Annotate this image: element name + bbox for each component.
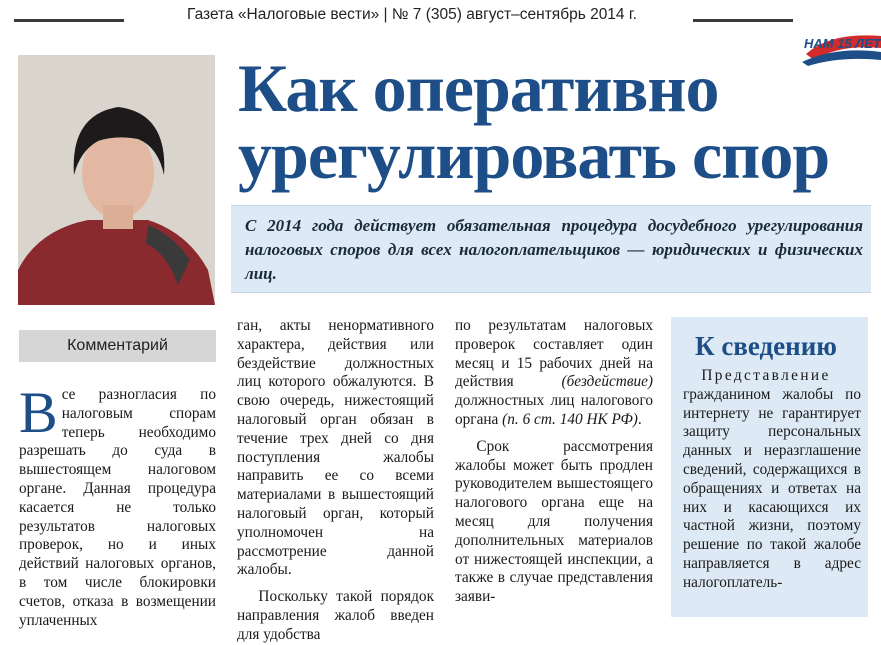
column-1-text: се разногласия по налоговым спорам теперь необходимо разрешать до суда в вышестоящем налоговом органе. Данная процедура касается не только результатов налоговых проверок, но и иных действий налоговых органов, в том числе блокировки счетов, отказа в возмещении уплаченных xyxy=(19,386,216,629)
article-title-line-1: Как оперативно xyxy=(238,50,719,126)
badge-text: НАМ 15 ЛЕТ xyxy=(804,36,881,51)
article-title xyxy=(238,50,878,193)
column-3-paragraph-1 xyxy=(455,317,653,430)
comment-section-label: Комментарий xyxy=(67,337,168,354)
column-3-italic-inaction: (бездействие) xyxy=(561,373,653,391)
sidebar-text xyxy=(683,367,861,593)
article-title-line-2: урегулировать спор xyxy=(238,117,830,193)
column-2-paragraph-1: ган, акты ненормативного характера, действия или бездействие должностных лиц которого обжалуются. В свою очередь, нижестоящий налоговый орган обязан в течение трех дней со дня поступления жалобы направить ее со всеми материалами в вышестоящий налоговый орган, который уполномочен на рассмотрение данной жалобы. xyxy=(237,317,434,579)
column-3 xyxy=(455,317,653,607)
column-2-paragraph-2: Поскольку такой порядок направления жалоб введен для удобства xyxy=(237,588,434,643)
sidebar-box xyxy=(671,317,868,617)
sidebar-title: К сведению xyxy=(695,331,837,361)
sidebar-lead-word: Представление xyxy=(701,367,831,384)
author-photo xyxy=(18,55,215,305)
drop-cap: В xyxy=(19,380,58,445)
header-rule-left xyxy=(14,19,124,22)
header-rule-right xyxy=(693,19,793,22)
sidebar-body: гражданином жалобы по интернету не гарантирует защиту персональных данных и неразглашение сведений, содержащихся в обращениях и ответах на них и касающихся их частной жизни, поэтому решение по такой жалобе направляется в адрес налогоплатель- xyxy=(683,385,861,591)
column-3-text-c: . xyxy=(637,410,642,428)
article-lead-box xyxy=(231,205,871,293)
column-1 xyxy=(19,380,216,630)
column-3-text-a: по результатам налоговых проверок составляет один месяц и 15 рабочих дней на действия xyxy=(455,317,653,391)
publication-header: Газета «Налоговые вести» | № 7 (305) август–сентябрь 2014 г. xyxy=(187,6,637,23)
author-photo-graphic xyxy=(18,55,215,305)
column-3-paragraph-2: Срок рассмотрения жалобы может быть продлен руководителем вышестоящего налогового органа еще на месяц для получения дополнительных материалов от нижестоящей инспекции, а также в случае представления заяви- xyxy=(455,437,653,606)
column-2 xyxy=(237,317,434,645)
column-3-italic-citation: (п. 6 ст. 140 НК РФ) xyxy=(502,410,638,428)
article-lead: С 2014 года действует обязательная процедура досудебного урегулирования налоговых споров для всех налогоплательщиков — юридических и физических лиц. xyxy=(245,216,863,283)
comment-section-header xyxy=(19,330,216,362)
column-3-text-b: должностных лиц налогового органа xyxy=(455,392,653,428)
photo-neck xyxy=(103,205,133,229)
